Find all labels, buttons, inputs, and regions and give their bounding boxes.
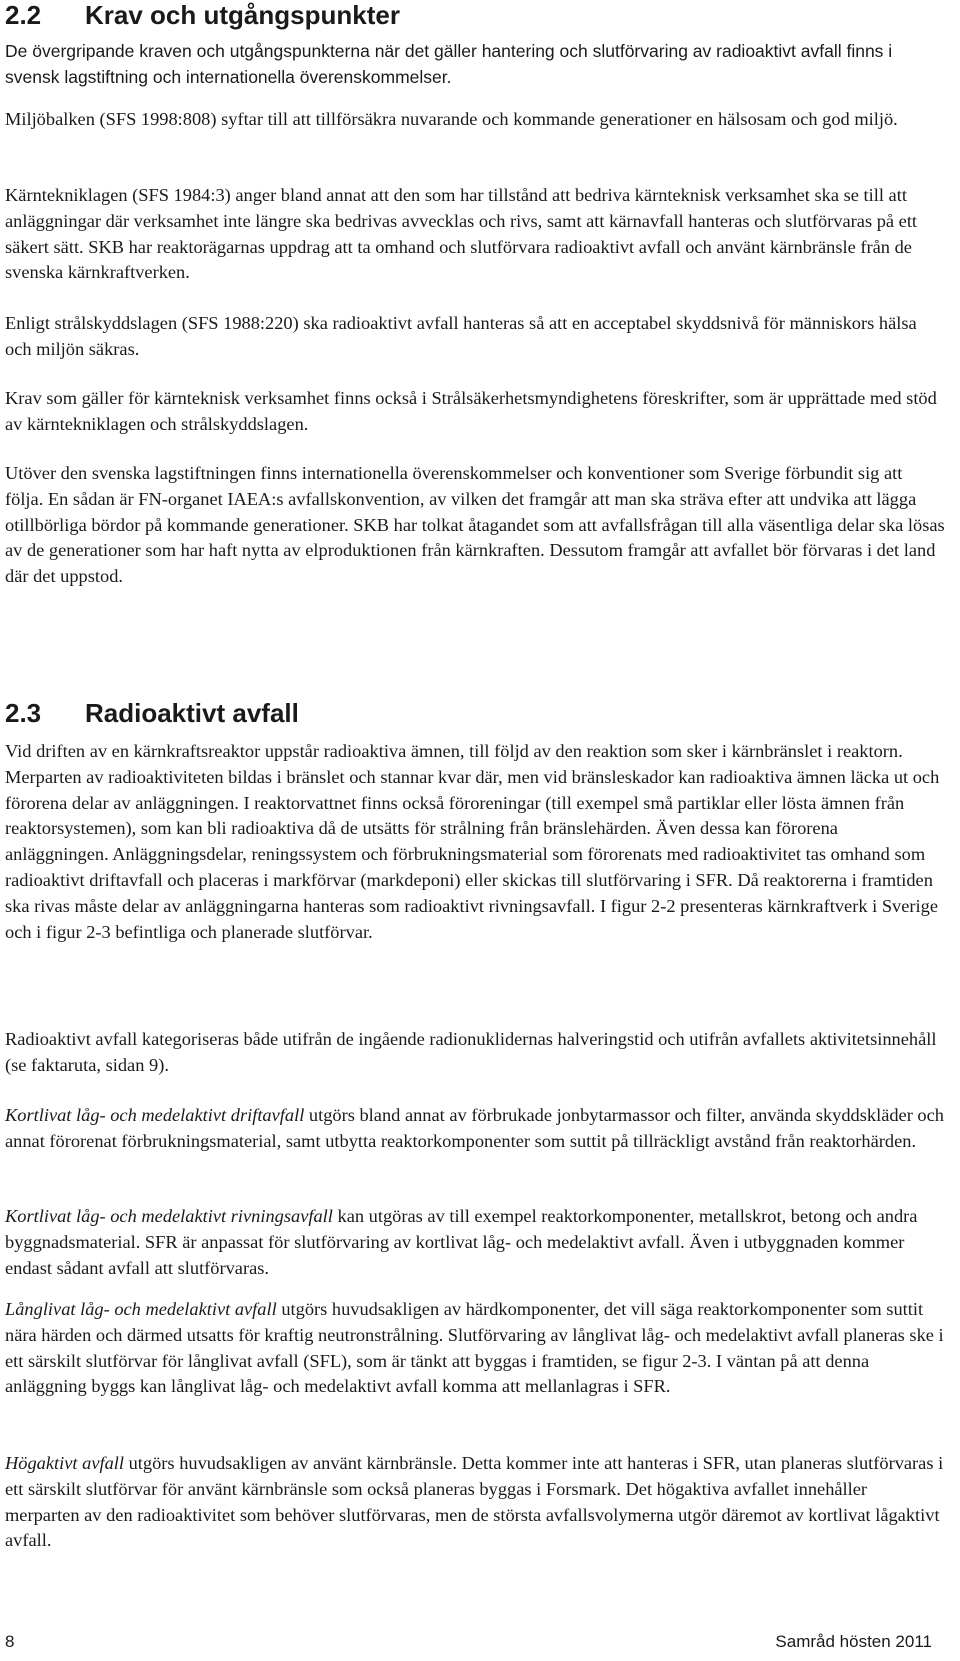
paragraph-langlivat-avfall [5,1297,945,1400]
category-term: Kortlivat låg- och medelaktivt rivningsavfall [5,1206,333,1226]
paragraph-miljobalken: Miljöbalken (SFS 1998:808) syftar till att tillförsäkra nuvarande och kommande generationer en hälsosam och god miljö. [5,109,898,129]
paragraph-kategorisering: Radioaktivt avfall kategoriseras både utifrån de ingående radionuklidernas halveringstid och utifrån avfallets aktivitetsinnehåll (se faktaruta, sidan 9). [5,1029,937,1075]
paragraph-hogaktivt-avfall [5,1451,945,1554]
category-term: Kortlivat låg- och medelaktivt driftavfall [5,1105,305,1125]
section-title: Radioaktivt avfall [85,698,299,728]
paragraph-radioaktivt-avfall: Vid driften av en kärnkraftsreaktor uppstår radioaktiva ämnen, till följd av den reaktion som sker i kärnbränslet i reaktorn. Merparten av radioaktiviteten bildas i bränslet och stannar kvar där, men vid bränsleskador kan radioaktiva ämnen läcka ut och förorena delar av anläggningen. I reaktorvattnet finns också föroreningar (till exempel små partiklar eller lösta ämnen från reaktorsystemen), som kan bli radioaktiva då de utsätts för strålning från bränslehärden. Även dessa kan förorena anläggningen. Anläggningsdelar, reningssystem och förbrukningsmaterial som förorenats med radioaktivitet tas omhand som radioaktivt driftavfall och placeras i markförvar (markdeponi) eller skickas till slutförvaring i SFR. Då reaktorerna i framtiden ska rivas måste delar av anläggningarna hanteras som radioaktivt rivningsavfall. I figur 2-2 presenteras kärnkraftverk i Sverige och i figur 2-3 befintliga och planerade slutförvar. [5,741,940,942]
paragraph-internationella: Utöver den svenska lagstiftningen finns internationella överenskommelser och konventioner som Sverige förbundit sig att följa. En sådan är FN-organet IAEA:s avfallskonvention, av vilken det framgår att man ska sträva efter att undvika att lägga otillbörliga bördor på kommande generationer. SKB har tolkat åtagandet som att avfallsfrågan till alla väsentliga delar ska lösas av de generationer som har haft nytta av elproduktionen från kärnkraften. Dessutom framgår att avfallet bör förvaras i det land där det uppstod. [5,463,945,587]
category-text: kan utgöras av till exempel reaktorkomponenter, metallskrot, betong och andra byggnadsmaterial. SFR är anpassat för slutförvaring av kortlivat låg- och medelaktivt avfall. Även i utbyggnaden kommer endast sådant avfall att slutförvaras. [5,1206,918,1278]
paragraph-ssm-foreskrifter: Krav som gäller för kärnteknisk verksamhet finns också i Strålsäkerhetsmyndighetens föreskrifter, som är upprättade med stöd av kärntekniklagen och strålskyddslagen. [5,388,937,434]
category-term: Långlivat låg- och medelaktivt avfall [5,1299,277,1319]
category-text: utgörs huvudsakligen av använt kärnbränsle. Detta kommer inte att hanteras i SFR, utan planeras slutförvaras i ett särskilt slutförvar för använt kärnbränsle som också planeras byggas i Forsmark. Det högaktiva avfallet innehåller merparten av den radioaktivitet som behöver slutförvaras, men de största avfallsvolymerna utgör däremot av kortlivat lågaktivt avfall. [5,1453,944,1551]
section-heading-2-3 [5,698,299,728]
category-text: utgörs huvudsakligen av härdkomponenter, det vill säga reaktorkomponenter som suttit nära härden och därmed utsatts för kraftig neutronstrålning. Slutförvaring av långlivat låg- och medelaktivt avfall planeras ske i ett särskilt slutförvar för långlivat avfall (SFL), som är tänkt att byggas i framtiden, se figur 2-3. I väntan på att denna anläggning byggs kan långlivat låg- och medelaktivt avfall komma att mellanlagras i SFR. [5,1299,944,1397]
section-number: 2.3 [5,698,42,728]
category-text: utgörs bland annat av förbrukade jonbytarmassor och filter, använda skyddskläder och annat förorenat förbrukningsmaterial, samt utbytta reaktorkomponenter som suttit på tillräckligt avstånd från reaktorhärden. [5,1105,944,1151]
section-number: 2.2 [5,0,42,30]
section-title: Krav och utgångspunkter [85,0,400,30]
footer-page-number: 8 [5,1632,15,1651]
paragraph-rivningsavfall [5,1204,945,1281]
section-heading-2-2 [5,0,400,30]
category-term: Högaktivt avfall [5,1453,125,1473]
paragraph-stralskyddslagen: Enligt strålskyddslagen (SFS 1988:220) ska radioaktivt avfall hanteras så att en acceptabel skyddsnivå för människors hälsa och miljön säkras. [5,313,917,359]
footer-publication: Samråd hösten 2011 [775,1632,932,1651]
paragraph-driftavfall [5,1103,945,1155]
section-intro: De övergripande kraven och utgångspunkterna när det gäller hantering och slutförvaring av radioaktivt avfall finns i svensk lagstiftning och internationella överenskommelser. [5,41,893,87]
paragraph-karntekniklagen: Kärntekniklagen (SFS 1984:3) anger bland annat att den som har tillstånd att bedriva kärnteknisk verksamhet ska se till att anläggningar där verksamhet inte längre ska bedrivas avvecklas och rivs, samt att kärnavfall hanteras och slutförvaras på ett säkert sätt. SKB har reaktorägarnas uppdrag att ta omhand och slutförvara radioaktivt avfall och använt kärnbränsle från de svenska kärnkraftverken. [5,185,918,283]
